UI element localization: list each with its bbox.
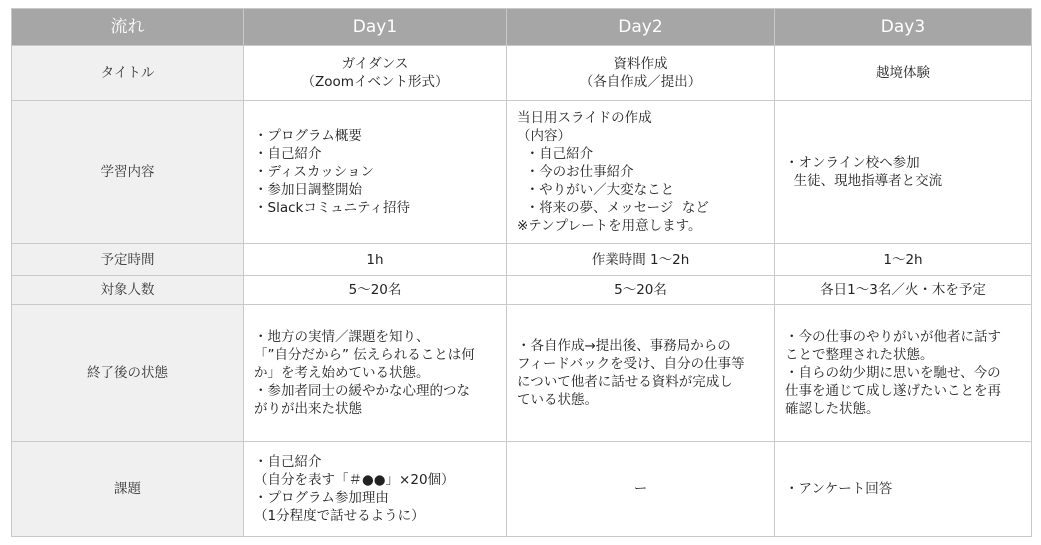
content-day1: [244, 101, 507, 244]
list-item: 当日用スライドの作成: [517, 110, 652, 126]
list-item: ・プログラム概要: [254, 128, 362, 144]
row-task-label: 課題: [12, 442, 244, 537]
after-day2-line: フィードバックを受け、自分の仕事等: [517, 356, 745, 372]
title-day2-line: 資料作成: [613, 56, 668, 72]
after-day2-line: について他者に話せる資料が完成し: [517, 374, 733, 390]
list-item: ・自己紹介: [517, 146, 594, 162]
title-day1-line: ガイダンス: [341, 56, 409, 72]
list-item: ・自己紹介: [254, 146, 322, 162]
after-day1: [244, 305, 507, 442]
row-title-label: タイトル: [12, 46, 244, 101]
after-day1-line: ・参加者同士の緩やかな心理的つな: [254, 383, 470, 399]
header-day3: Day3: [775, 9, 1032, 46]
task-day1: [244, 442, 507, 537]
time-day1: 1h: [244, 244, 507, 276]
row-people-label: 対象人数: [12, 276, 244, 305]
after-day1-line: がりが出来た状態: [254, 401, 362, 417]
people-day3: 各日1～3名／火・木を予定: [775, 276, 1032, 305]
content-day3: [775, 101, 1032, 244]
list-item: ・オンライン校へ参加: [785, 155, 920, 171]
task-day3: ・アンケート回答: [775, 442, 1032, 537]
header-flow-label: 流れ: [12, 9, 244, 46]
list-item: ・やりがい／大変なこと: [517, 182, 675, 198]
row-content: [12, 101, 1032, 244]
title-day1: [244, 46, 507, 101]
after-day1-line: ・地方の実情／課題を知り、: [254, 329, 430, 345]
task-day1-line: ・プログラム参加理由: [254, 490, 389, 506]
after-day3-line: 確認した状態。: [785, 401, 880, 417]
title-day2: [507, 46, 775, 101]
schedule-table-container: [11, 8, 1031, 537]
list-item: ・Slackコミュニティ招待: [254, 200, 410, 216]
title-day1-line: （Zoomイベント形式）: [301, 74, 449, 90]
after-day2-line: ている状態。: [517, 392, 598, 408]
people-day2: 5～20名: [507, 276, 775, 305]
content-day2: [507, 101, 775, 244]
list-item: ※テンプレートを用意します。: [517, 218, 702, 234]
list-item: ・参加日調整開始: [254, 182, 362, 198]
row-after-label: 終了後の状態: [12, 305, 244, 442]
after-day1-line: か」を考え始めている状態。: [254, 365, 430, 381]
people-day1: 5～20名: [244, 276, 507, 305]
title-day3-line: 越境体験: [876, 65, 930, 81]
after-day3-line: ことで整理された状態。: [785, 347, 934, 363]
list-item: ・将来の夢、メッセージ など: [517, 200, 709, 216]
list-item: ・今のお仕事紹介: [517, 164, 634, 180]
title-day3: [775, 46, 1032, 101]
row-time-label: 予定時間: [12, 244, 244, 276]
time-day3: 1～2h: [775, 244, 1032, 276]
content-day1-list: [254, 127, 498, 217]
after-day3: [775, 305, 1032, 442]
task-day2: ー: [507, 442, 775, 537]
after-day2: [507, 305, 775, 442]
row-title: [12, 46, 1032, 101]
schedule-table: [11, 8, 1032, 537]
header-day1: Day1: [244, 9, 507, 46]
list-item: （内容）: [517, 128, 571, 144]
row-people: [12, 276, 1032, 305]
after-day3-line: 仕事を通じて成し遂げたいことを再: [785, 383, 1001, 399]
row-content-label: 学習内容: [12, 101, 244, 244]
title-day2-line: （各自作成／提出）: [579, 74, 702, 90]
task-day1-line: （1分程度で話せるように）: [254, 508, 425, 524]
row-task: [12, 442, 1032, 537]
after-day1-line: 「”自分だから” 伝えられることは何: [254, 347, 475, 363]
content-day2-list: [517, 109, 766, 235]
row-time: [12, 244, 1032, 276]
after-day3-line: ・自らの幼少期に思いを馳せ、今の: [785, 365, 1001, 381]
content-day3-list: [785, 154, 1023, 190]
task-day1-line: ・自己紹介: [254, 454, 322, 470]
list-item: ・ディスカッション: [254, 164, 375, 180]
list-item: 生徒、現地指導者と交流: [785, 173, 943, 189]
time-day2: 作業時間 1～2h: [507, 244, 775, 276]
after-day3-line: ・今の仕事のやりがいが他者に話す: [785, 329, 1001, 345]
header-day2: Day2: [507, 9, 775, 46]
header-row: [12, 9, 1032, 46]
row-after: [12, 305, 1032, 442]
task-day1-line: （自分を表す「＃●●」×20個）: [254, 472, 455, 488]
after-day2-line: ・各自作成→提出後、事務局からの: [517, 338, 731, 354]
